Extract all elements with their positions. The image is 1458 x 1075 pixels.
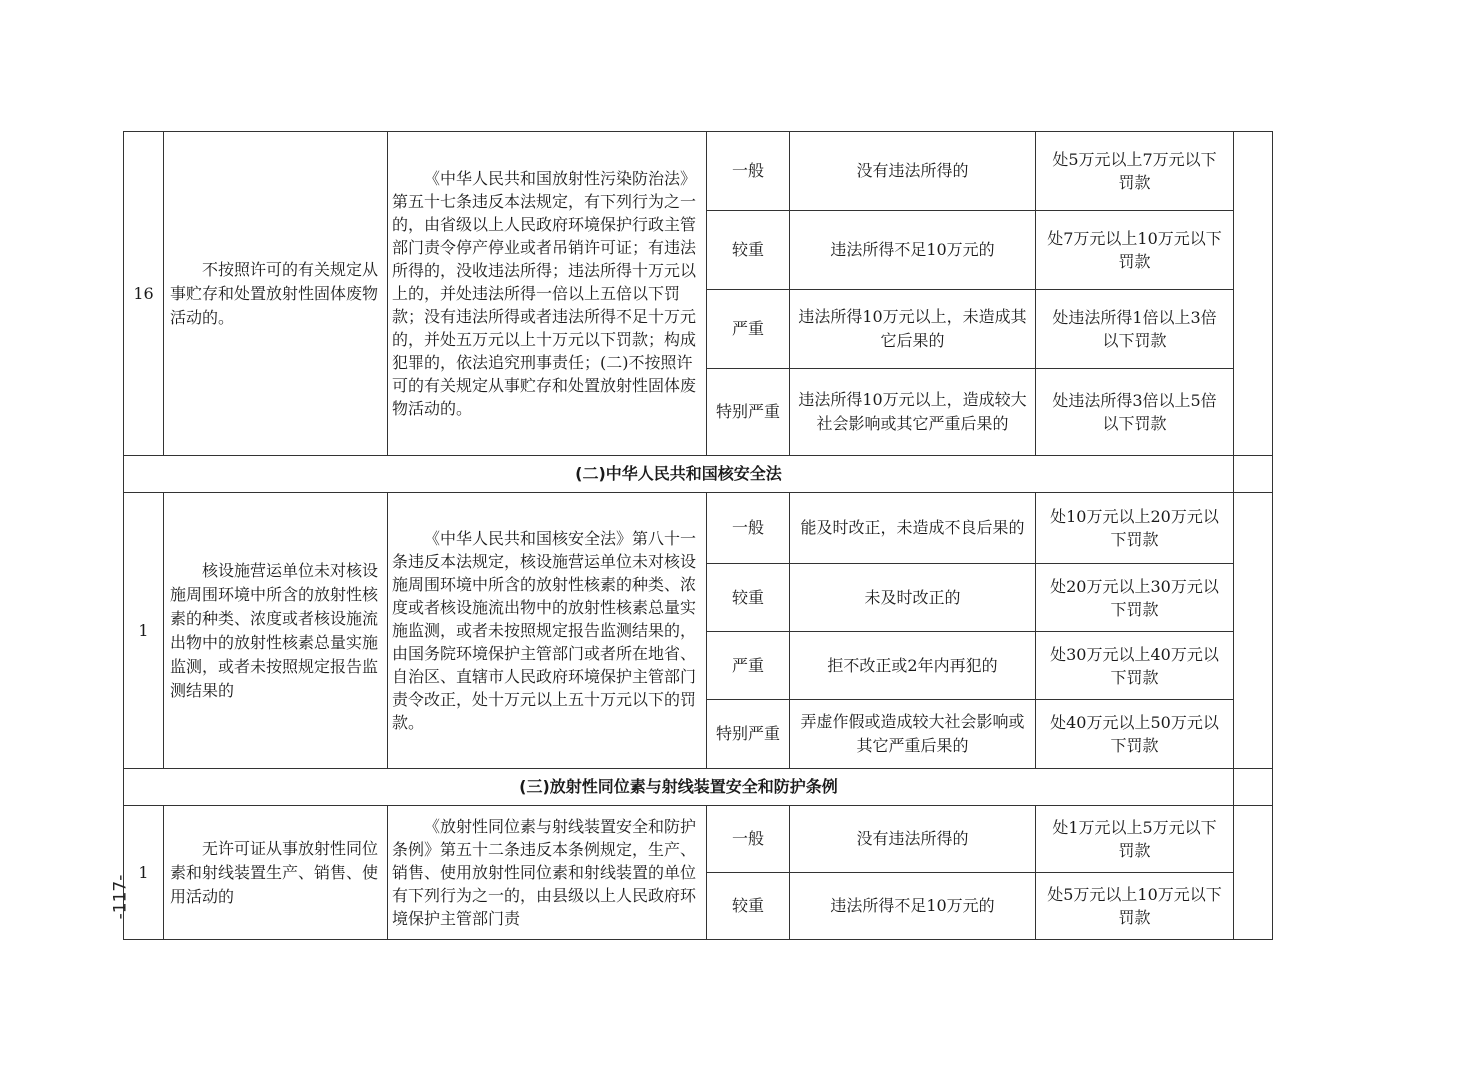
penalty-standard-table <box>123 131 1273 940</box>
severity-level: 一般 <box>707 806 790 873</box>
violation-act: 核设施营运单位未对核设施周围环境中所含的放射性核素的种类、浓度或者核设施流出物中的放射性核素总量实施监测，或者未按照规定报告监测结果的 <box>164 493 388 769</box>
penalty-standard: 处5万元以上10万元以下罚款 <box>1036 873 1234 940</box>
page-number: -117- <box>110 874 130 920</box>
violation-act: 不按照许可的有关规定从事贮存和处置放射性固体废物活动的。 <box>164 132 388 456</box>
table-row <box>124 806 1273 873</box>
remarks-cell <box>1234 493 1273 769</box>
table-row <box>124 132 1273 211</box>
violation-condition: 没有违法所得的 <box>790 806 1036 873</box>
severity-level: 一般 <box>707 132 790 211</box>
violation-condition: 违法所得不足10万元的 <box>790 211 1036 290</box>
penalty-standard: 处20万元以上30万元以下罚款 <box>1036 564 1234 632</box>
penalty-standard: 处7万元以上10万元以下罚款 <box>1036 211 1234 290</box>
remarks-cell <box>1234 132 1273 456</box>
remarks-cell <box>1234 456 1273 493</box>
legal-basis: 《中华人民共和国放射性污染防治法》第五十七条违反本法规定，有下列行为之一的，由省级以上人民政府环境保护行政主管部门责令停产停业或者吊销许可证；有违法所得的，没收违法所得；违法所得十万元以上的，并处违法所得一倍以上五倍以下罚款；没有违法所得或者违法所得不足十万元的，并处五万元以上十万元以下罚款；构成犯罪的，依法追究刑事责任；(二)不按照许可的有关规定从事贮存和处置放射性固体废物活动的。 <box>388 132 707 456</box>
severity-level: 较重 <box>707 211 790 290</box>
penalty-standard: 处违法所得3倍以上5倍以下罚款 <box>1036 369 1234 456</box>
section-heading-row <box>124 456 1273 493</box>
item-number: 1 <box>124 806 164 940</box>
violation-act: 无许可证从事放射性同位素和射线装置生产、销售、使用活动的 <box>164 806 388 940</box>
remarks-cell <box>1234 769 1273 806</box>
item-number: 16 <box>124 132 164 456</box>
penalty-standard: 处10万元以上20万元以下罚款 <box>1036 493 1234 564</box>
severity-level: 较重 <box>707 564 790 632</box>
violation-condition: 没有违法所得的 <box>790 132 1036 211</box>
severity-level: 特别严重 <box>707 369 790 456</box>
penalty-standard: 处40万元以上50万元以下罚款 <box>1036 700 1234 769</box>
violation-condition: 能及时改正，未造成不良后果的 <box>790 493 1036 564</box>
item-number: 1 <box>124 493 164 769</box>
severity-level: 严重 <box>707 632 790 700</box>
severity-level: 一般 <box>707 493 790 564</box>
penalty-standard: 处5万元以上7万元以下罚款 <box>1036 132 1234 211</box>
violation-condition: 违法所得不足10万元的 <box>790 873 1036 940</box>
violation-condition: 弄虚作假或造成较大社会影响或其它严重后果的 <box>790 700 1036 769</box>
section-title: (三)放射性同位素与射线装置安全和防护条例 <box>124 769 1234 806</box>
section-title: (二)中华人民共和国核安全法 <box>124 456 1234 493</box>
legal-basis: 《中华人民共和国核安全法》第八十一条违反本法规定，核设施营运单位未对核设施周围环境中所含的放射性核素的种类、浓度或者核设施流出物中的放射性核素总量实施监测，或者未按照规定报告监测结果的，由国务院环境保护主管部门或者所在地省、自治区、直辖市人民政府环境保护主管部门责令改正，处十万元以上五十万元以下的罚款。 <box>388 493 707 769</box>
severity-level: 较重 <box>707 873 790 940</box>
violation-condition: 未及时改正的 <box>790 564 1036 632</box>
table-row <box>124 493 1273 564</box>
penalty-standard: 处30万元以上40万元以下罚款 <box>1036 632 1234 700</box>
legal-basis: 《放射性同位素与射线装置安全和防护条例》第五十二条违反本条例规定，生产、销售、使用放射性同位素和射线装置的单位有下列行为之一的，由县级以上人民政府环境保护主管部门责 <box>388 806 707 940</box>
penalty-standard: 处1万元以上5万元以下罚款 <box>1036 806 1234 873</box>
penalty-standard: 处违法所得1倍以上3倍以下罚款 <box>1036 290 1234 369</box>
violation-condition: 违法所得10万元以上，造成较大社会影响或其它严重后果的 <box>790 369 1036 456</box>
section-heading-row <box>124 769 1273 806</box>
severity-level: 特别严重 <box>707 700 790 769</box>
violation-condition: 拒不改正或2年内再犯的 <box>790 632 1036 700</box>
violation-condition: 违法所得10万元以上，未造成其它后果的 <box>790 290 1036 369</box>
severity-level: 严重 <box>707 290 790 369</box>
remarks-cell <box>1234 806 1273 940</box>
